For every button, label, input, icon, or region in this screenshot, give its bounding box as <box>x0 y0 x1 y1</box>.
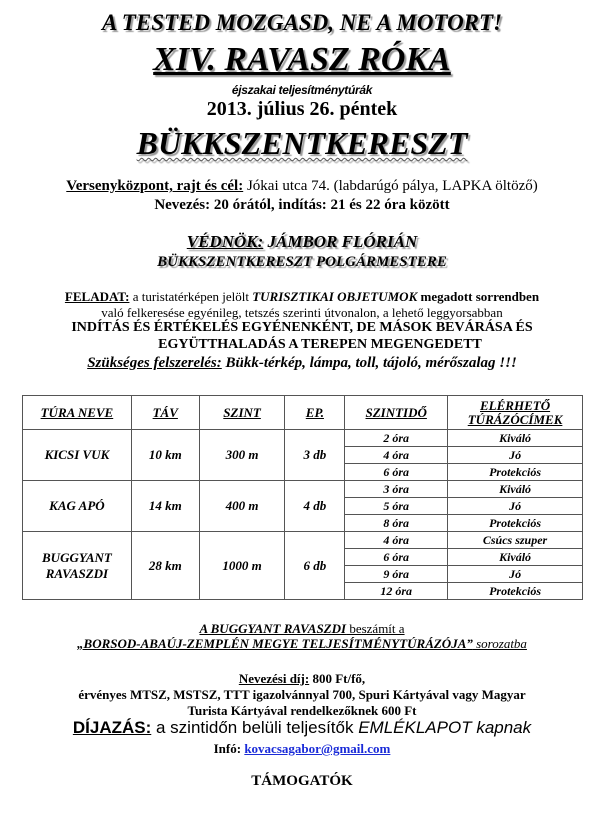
level-title: Jó <box>448 498 583 515</box>
level-title: Protekciós <box>448 464 583 481</box>
series-line-2 <box>0 636 604 652</box>
header-checkpoints: EP. <box>285 396 345 430</box>
level-title: Jó <box>448 447 583 464</box>
slogan: A TESTED MOZGASD, NE A MOTORT! <box>101 10 503 35</box>
tours-table <box>22 395 583 600</box>
sponsors-heading: TÁMOGATÓK <box>251 773 353 789</box>
tour-distance: 10 km <box>131 430 199 481</box>
task-line-2: való felkeresése egyénileg, tetszés szerinti útvonalon, a lehető leggyorsabban <box>101 305 503 320</box>
tour-checkpoints: 6 db <box>285 532 345 600</box>
series-tour-name: A BUGGYANT RAVASZDI <box>199 621 347 636</box>
patron-line <box>0 232 604 252</box>
level-time: 8 óra <box>345 515 448 532</box>
header-distance: TÁV <box>131 396 199 430</box>
fee-discount-line-1: érvényes MTSZ, MSTSZ, TTT igazolvánnyal 700, Spuri Kártyával vagy Magyar <box>78 687 526 702</box>
level-time: 2 óra <box>345 430 448 447</box>
task-line-1 <box>0 289 604 305</box>
event-title: XIV. RAVASZ RÓKA <box>153 41 451 78</box>
table-row <box>23 430 583 447</box>
venue-line <box>0 178 604 195</box>
tour-distance: 14 km <box>131 481 199 532</box>
tour-name-line-1: BUGGYANT <box>42 549 112 565</box>
table-header-row <box>23 396 583 430</box>
level-title: Jó <box>448 566 583 583</box>
event-date: 2013. július 26. péntek <box>206 98 398 120</box>
venue-value: Jókai utca 74. (labdarúgó pálya, LAPKA öltöző) <box>243 178 538 194</box>
info-label: Infó: <box>213 741 245 756</box>
level-time: 5 óra <box>345 498 448 515</box>
registration-times: Nevezés: 20 órától, indítás: 21 és 22 óra között <box>154 197 450 213</box>
level-time: 4 óra <box>345 532 448 549</box>
tour-elevation: 300 m <box>199 430 285 481</box>
level-time: 6 óra <box>345 464 448 481</box>
fee-line <box>0 671 604 687</box>
header-time-limit: SZINTIDŐ <box>345 396 448 430</box>
header-elevation: SZINT <box>199 396 285 430</box>
event-subtitle: éjszakai teljesítménytúrák <box>231 83 373 97</box>
equipment-list: Bükk-térkép, lámpa, toll, tájoló, mérőszalag !!! <box>221 355 517 371</box>
table-row <box>23 481 583 498</box>
fee-label: Nevezési díj: <box>238 671 310 686</box>
tour-distance: 28 km <box>131 532 199 600</box>
level-time: 12 óra <box>345 583 448 600</box>
level-title: Kiváló <box>448 430 583 447</box>
fee-discount-line-2: Turista Kártyával rendelkezőknek 600 Ft <box>187 703 417 718</box>
tour-checkpoints: 3 db <box>285 430 345 481</box>
series-line-1 <box>0 621 604 637</box>
header-tour-name: TÚRA NEVE <box>23 396 132 430</box>
tour-name: KICSI VUK <box>23 430 132 481</box>
venue-label: Versenyközpont, rajt és cél: <box>66 178 244 194</box>
tour-name-line-2: RAVASZDI <box>45 565 109 581</box>
equipment-line <box>0 355 604 372</box>
prize-text: a szintidőn belüli teljesítők <box>151 718 359 737</box>
prize-label: DÍJAZÁS: <box>72 718 152 737</box>
task-line-3: INDÍTÁS ÉS ÉRTÉKELÉS EGYÉNENKÉNT, DE MÁSOK BEVÁRÁSA ÉS <box>71 320 533 335</box>
patron-name: JÁMBOR FLÓRIÁN <box>263 232 418 251</box>
level-title: Kiváló <box>448 549 583 566</box>
tour-elevation: 1000 m <box>199 532 285 600</box>
patron-title: BÜKKSZENTKERESZT POLGÁRMESTERE <box>157 254 447 270</box>
task-label: FELADAT: <box>64 289 130 304</box>
task-objects: TURISZTIKAI OBJETUMOK <box>252 289 418 304</box>
equipment-label: Szükséges felszerelés: <box>87 355 222 371</box>
level-time: 9 óra <box>345 566 448 583</box>
level-title: Protekciós <box>448 583 583 600</box>
level-time: 3 óra <box>345 481 448 498</box>
task-text-1: a turistatérképen jelölt <box>129 289 253 304</box>
level-title: Kiváló <box>448 481 583 498</box>
prize-emphasis: EMLÉKLAPOT <box>358 718 472 737</box>
series-text-1: beszámít a <box>346 621 405 636</box>
patron-label: VÉDNÖK: <box>186 232 264 251</box>
level-title: Protekciós <box>448 515 583 532</box>
prize-rest: kapnak <box>471 718 532 737</box>
level-time: 4 óra <box>345 447 448 464</box>
level-title: Csúcs szuper <box>448 532 583 549</box>
tour-elevation: 400 m <box>199 481 285 532</box>
info-line <box>0 741 604 757</box>
header-titles: ELÉRHETŐ TÚRÁZÓCÍMEK <box>448 396 583 430</box>
series-name: „BORSOD-ABAÚJ-ZEMPLÉN MEGYE TELJESÍTMÉNYTÚRÁZÓJA” <box>77 636 473 651</box>
tour-name <box>23 532 132 600</box>
event-location: BÜKKSZENTKERESZT <box>136 125 468 161</box>
table-row <box>23 532 583 549</box>
prize-line <box>0 718 604 738</box>
tour-checkpoints: 4 db <box>285 481 345 532</box>
task-line-4: EGYÜTTHALADÁS A TEREPEN MEGENGEDETT <box>158 337 482 352</box>
tour-name: KAG APÓ <box>23 481 132 532</box>
level-time: 6 óra <box>345 549 448 566</box>
email-link[interactable]: kovacsagabor@gmail.com <box>244 741 391 756</box>
task-text-2: megadott sorrendben <box>417 289 540 304</box>
fee-value: 800 Ft/fő, <box>309 671 366 686</box>
series-text-2: sorozatba <box>472 636 527 651</box>
